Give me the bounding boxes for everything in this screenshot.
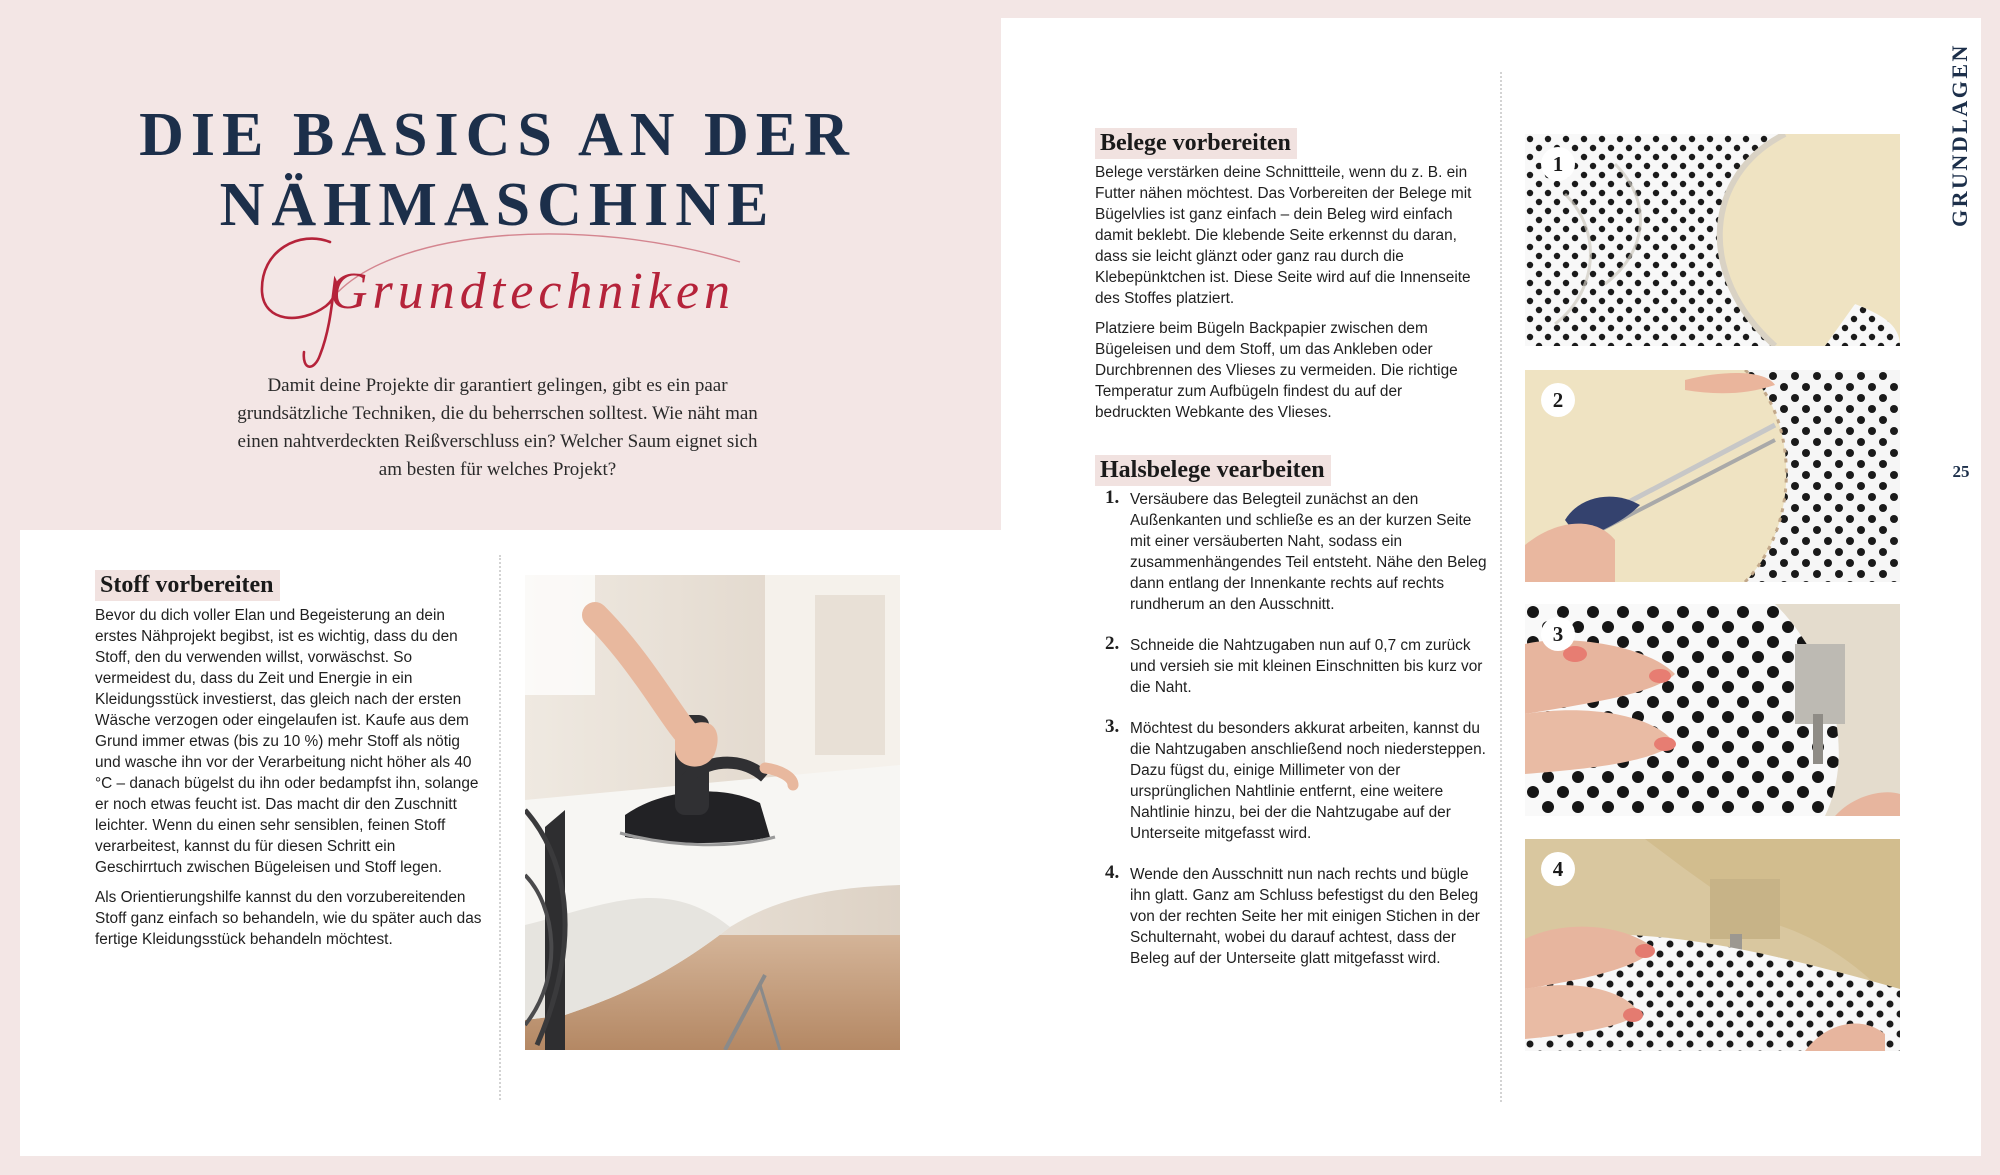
section-belege-vorbereiten (1095, 128, 1475, 432)
step-photo-1 (1525, 134, 1900, 346)
section-tab (1930, 40, 1990, 230)
step-number: 1. (1105, 487, 1120, 508)
stoff-paragraph-1: Bevor du dich voller Elan und Begeisterung an dein erstes Nähprojekt begibst, ist es wichtig, dass du den Stoff, den du verwenden willst, vorwäschst. So vermeidest du, dass du Zeit und Energie in ein Kleidungsstück investierst, das gleich nach der ersten Wäsche verzogen oder eingelaufen ist. Kaufe aus dem Grund immer etwas (bis zu 10 %) mehr Stoff als nötig und wasche ihn vor der Verarbeitung nicht höher als 40 °C – danach bügelst du ihn oder bedampfst ihn, solange er noch etwas feucht ist. Das macht dir den Zuschnitt leichter. Wenn du einen sehr sensiblen, feinen Stoff verarbeitest, kannst du für diesen Schritt ein Geschirrtuch zwischen Bügeleisen und Stoff legen. (95, 607, 479, 876)
step-item-4 (1095, 864, 1487, 969)
step-badge-2: 2 (1541, 383, 1575, 417)
steps-list (1095, 489, 1487, 969)
script-subtitle (240, 220, 760, 380)
step-item-2 (1095, 635, 1487, 698)
step-badge-4: 4 (1541, 852, 1575, 886)
step-photo-3-illustration (1525, 604, 1900, 816)
script-subtitle-text: Grundtechniken (330, 263, 736, 320)
step-photo-2-illustration (1525, 370, 1900, 582)
section-halsbelege-vearbeiten (1095, 455, 1487, 989)
section-tab-label: GRUNDLAGEN (1947, 43, 1972, 227)
column-divider-right (1500, 72, 1502, 1102)
title-line-2: NÄHMASCHINE (219, 171, 776, 239)
column-divider-left (499, 555, 501, 1100)
step-text: Versäubere das Belegteil zunächst an den Außenkanten und schließe es an der kurzen Seite mit einer versäuberten Naht, sodass ein zusammenhängendes Teil entsteht. Nähe den Beleg dann entlang der Innenkante rechts auf rechts rundherum an den Ausschnitt. (1130, 491, 1487, 613)
step-text: Möchtest du besonders akkurat arbeiten, kannst du die Nahtzugaben anschließend noch niedersteppen. Dazu fügst du, einige Millimeter von der ursprünglichen Nahtlinie entfernt, eine weitere Nahtlinie hinzu, bei der die Nahtzugabe auf der Unterseite mitgefasst wird. (1130, 720, 1486, 842)
heading-stoff-vorbereiten: Stoff vorbereiten (95, 570, 280, 601)
step-item-3 (1095, 718, 1487, 844)
ironing-photo (525, 575, 900, 1050)
step-photo-1-illustration (1525, 134, 1900, 346)
heading-belege-vorbereiten: Belege vorbereiten (1095, 128, 1297, 159)
step-badge-3: 3 (1541, 617, 1575, 651)
section-stoff-vorbereiten (95, 570, 485, 959)
step-photo-2 (1525, 370, 1900, 582)
script-subtitle-svg (240, 220, 760, 380)
step-photo-3 (1525, 604, 1900, 816)
step-photo-4-illustration (1525, 839, 1900, 1051)
ironing-photo-illustration (525, 575, 900, 1050)
step-number: 3. (1105, 716, 1120, 737)
step-number: 2. (1105, 633, 1120, 654)
step-number: 4. (1105, 862, 1120, 883)
belege-paragraph-2: Platziere beim Bügeln Backpapier zwischen dem Bügeleisen und dem Stoff, um das Ankleben oder Durchbrennen des Vlieses zu vermeiden. Die richtige Temperatur zum Aufbügeln findest du auf der bedruckten Webkante des Vlieses. (1095, 320, 1458, 421)
title-line-1: DIE BASICS AN DER (139, 101, 856, 169)
step-text: Wende den Ausschnitt nun nach rechts und bügle ihn glatt. Ganz am Schluss befestigst du den Beleg von der rechten Seite her mit einigen Stichen in der Schulternaht, wobei du darauf achtest, dass der Beleg auf der Unterseite glatt mitgefasst wird. (1130, 866, 1480, 967)
page-number: 25 (1952, 462, 1970, 481)
step-item-1 (1095, 489, 1487, 615)
stoff-paragraph-2: Als Orientierungshilfe kannst du den vorzubereitenden Stoff ganz einfach so behandeln, wie du später auch das fertige Kleidungsstück behandeln möchtest. (95, 889, 482, 948)
belege-paragraph-1: Belege verstärken deine Schnittteile, wenn du z. B. ein Futter nähen möchtest. Das Vorbereiten der Belege mit Bügelvlies ist ganz einfach – dein Beleg wird einfach damit beklebt. Die klebende Seite erkennst du daran, dass sie leicht glänzt oder ganz rau durch die Klebepünktchen ist. Diese Seite wird auf die Innenseite des Stoffes platziert. (1095, 164, 1472, 307)
step-text: Schneide die Nahtzugaben nun auf 0,7 cm zurück und versieh sie mit kleinen Einschnitten bis kurz vor die Naht. (1130, 637, 1483, 696)
intro-paragraph: Damit deine Projekte dir garantiert gelingen, gibt es ein paar grundsätzliche Techniken, die du beherrschen solltest. Wie näht man einen nahtverdeckten Reißverschluss ein? Welcher Saum eignet sich am besten für welches Projekt? (237, 375, 758, 480)
page-title (110, 100, 885, 240)
step-badge-1: 1 (1541, 147, 1575, 181)
heading-halsbelege-vearbeiten: Halsbelege vearbeiten (1095, 455, 1331, 486)
step-photo-4 (1525, 839, 1900, 1051)
